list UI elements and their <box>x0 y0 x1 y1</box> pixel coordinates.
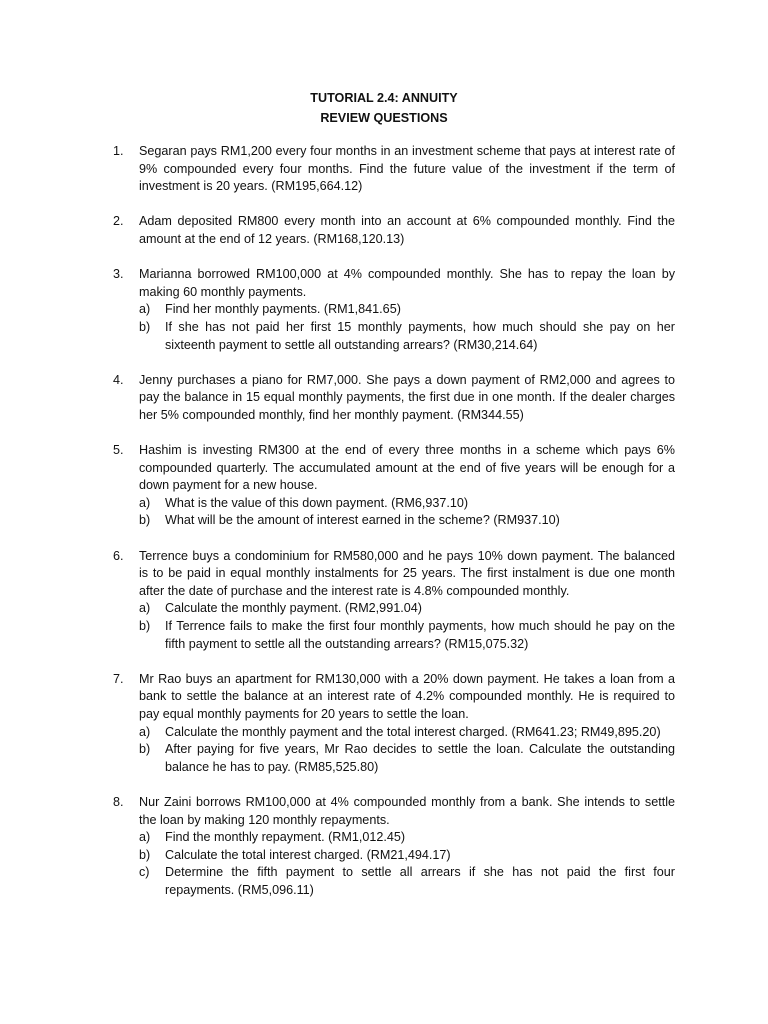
question-number: 6. <box>113 548 124 563</box>
sub-question-label: b) <box>139 513 151 528</box>
question-text: Mr Rao buys an apartment for RM130,000 with a 20% down payment. He takes a loan from a bank to settle the balance at an interest rate of 4.2% compounded monthly. He is required to pay equal monthly payments for 20 years to settle the loan. <box>139 671 675 721</box>
question-body <box>139 671 675 777</box>
question-text: Hashim is investing RM300 at the end of every three months in a scheme which pays 6% compounded quarterly. The accumulated amount at the end of five years will be enough for a down payment for a new house. <box>139 443 675 493</box>
question-text: Marianna borrowed RM100,000 at 4% compounded monthly. She has to repay the loan by making 60 monthly payments. <box>139 267 675 299</box>
sub-question-label: a) <box>139 601 151 616</box>
question-text: Segaran pays RM1,200 every four months in an investment scheme that pays at interest rate of 9% compounded every four months. Find the future value of the investment if the term of investment is 20 years. (RM195,664.12) <box>139 144 675 194</box>
question-body <box>139 266 675 354</box>
sub-question <box>139 724 675 742</box>
question-number: 5. <box>113 443 124 458</box>
sub-question-text: If she has not paid her first 15 monthly payments, how much should she pay on her sixteenth payment to settle all outstanding arrears? (RM30,214.64) <box>165 319 675 352</box>
question-item <box>113 213 675 248</box>
question-item <box>113 143 675 196</box>
sub-question <box>139 319 675 354</box>
sub-question-text: Calculate the monthly payment. (RM2,991.04) <box>165 601 422 616</box>
question-text: Terrence buys a condominium for RM580,000 and he pays 10% down payment. The balanced is to be paid in equal monthly instalments for 25 years. The first instalment is due one month after the date of purchase and the interest rate is 4.8% compounded monthly. <box>139 548 675 598</box>
sub-question <box>139 847 675 865</box>
sub-question-label: b) <box>139 619 151 634</box>
question-body <box>139 442 675 530</box>
sub-question-text: Find her monthly payments. (RM1,841.65) <box>165 302 401 317</box>
sub-question-label: a) <box>139 830 151 845</box>
question-number: 7. <box>113 671 124 686</box>
question-body <box>139 213 675 248</box>
sub-question-text: What is the value of this down payment. (RM6,937.10) <box>165 495 469 510</box>
question-number: 8. <box>113 794 124 809</box>
sub-question-text: Calculate the total interest charged. (RM21,494.17) <box>165 847 451 862</box>
sub-question-text: After paying for five years, Mr Rao decides to settle the loan. Calculate the outstanding balance he has to pay. (RM85,525.80) <box>165 742 675 774</box>
sub-question-label: b) <box>139 319 151 334</box>
question-item <box>113 266 675 354</box>
question-item <box>113 372 675 425</box>
sub-question-label: a) <box>139 724 151 739</box>
question-number: 2. <box>113 214 124 229</box>
question-item <box>113 548 675 654</box>
question-text: Jenny purchases a piano for RM7,000. She pays a down payment of RM2,000 and agrees to pay the balance in 15 equal monthly payments, the first due in one month. If the dealer charges her 5% compounded monthly, find her monthly payment. (RM344.55) <box>139 372 675 422</box>
sub-question-label: c) <box>139 865 150 880</box>
title-block <box>0 88 768 128</box>
sub-question-text: Find the monthly repayment. (RM1,012.45) <box>165 830 406 845</box>
sub-question <box>139 864 675 899</box>
sub-question <box>139 741 675 776</box>
sub-question-label: b) <box>139 847 151 862</box>
sub-question-text: Calculate the monthly payment and the total interest charged. (RM641.23; RM49,895.20) <box>165 724 661 739</box>
question-item <box>113 671 675 777</box>
question-number: 4. <box>113 372 124 387</box>
sub-question <box>139 618 675 653</box>
sub-question <box>139 495 675 513</box>
question-body <box>139 794 675 900</box>
question-list <box>113 143 675 917</box>
question-body <box>139 143 675 196</box>
question-number: 3. <box>113 267 124 282</box>
sub-question-label: a) <box>139 302 151 317</box>
question-body <box>139 372 675 425</box>
question-body <box>139 548 675 654</box>
sub-question-text: What will be the amount of interest earned in the scheme? (RM937.10) <box>165 513 560 528</box>
sub-question-label: b) <box>139 742 151 757</box>
question-text: Nur Zaini borrows RM100,000 at 4% compounded monthly from a bank. She intends to settle the loan by making 120 monthly repayments. <box>139 794 675 827</box>
question-item <box>113 794 675 900</box>
sub-question <box>139 829 675 847</box>
sub-question-label: a) <box>139 495 151 510</box>
sub-question <box>139 301 675 319</box>
sub-question-text: Determine the fifth payment to settle all arrears if she has not paid the first four repayments. (RM5,096.11) <box>165 865 675 897</box>
question-text: Adam deposited RM800 every month into an account at 6% compounded monthly. Find the amount at the end of 12 years. (RM168,120.13) <box>139 214 675 246</box>
question-item <box>113 442 675 530</box>
document-subtitle: REVIEW QUESTIONS <box>320 111 448 125</box>
sub-question <box>139 600 675 618</box>
question-number: 1. <box>113 144 124 158</box>
sub-question <box>139 512 675 530</box>
document-title: TUTORIAL 2.4: ANNUITY <box>310 91 458 105</box>
sub-question-text: If Terrence fails to make the first four monthly payments, how much should he pay on the fifth payment to settle all the outstanding arrears? (RM15,075.32) <box>165 619 675 651</box>
